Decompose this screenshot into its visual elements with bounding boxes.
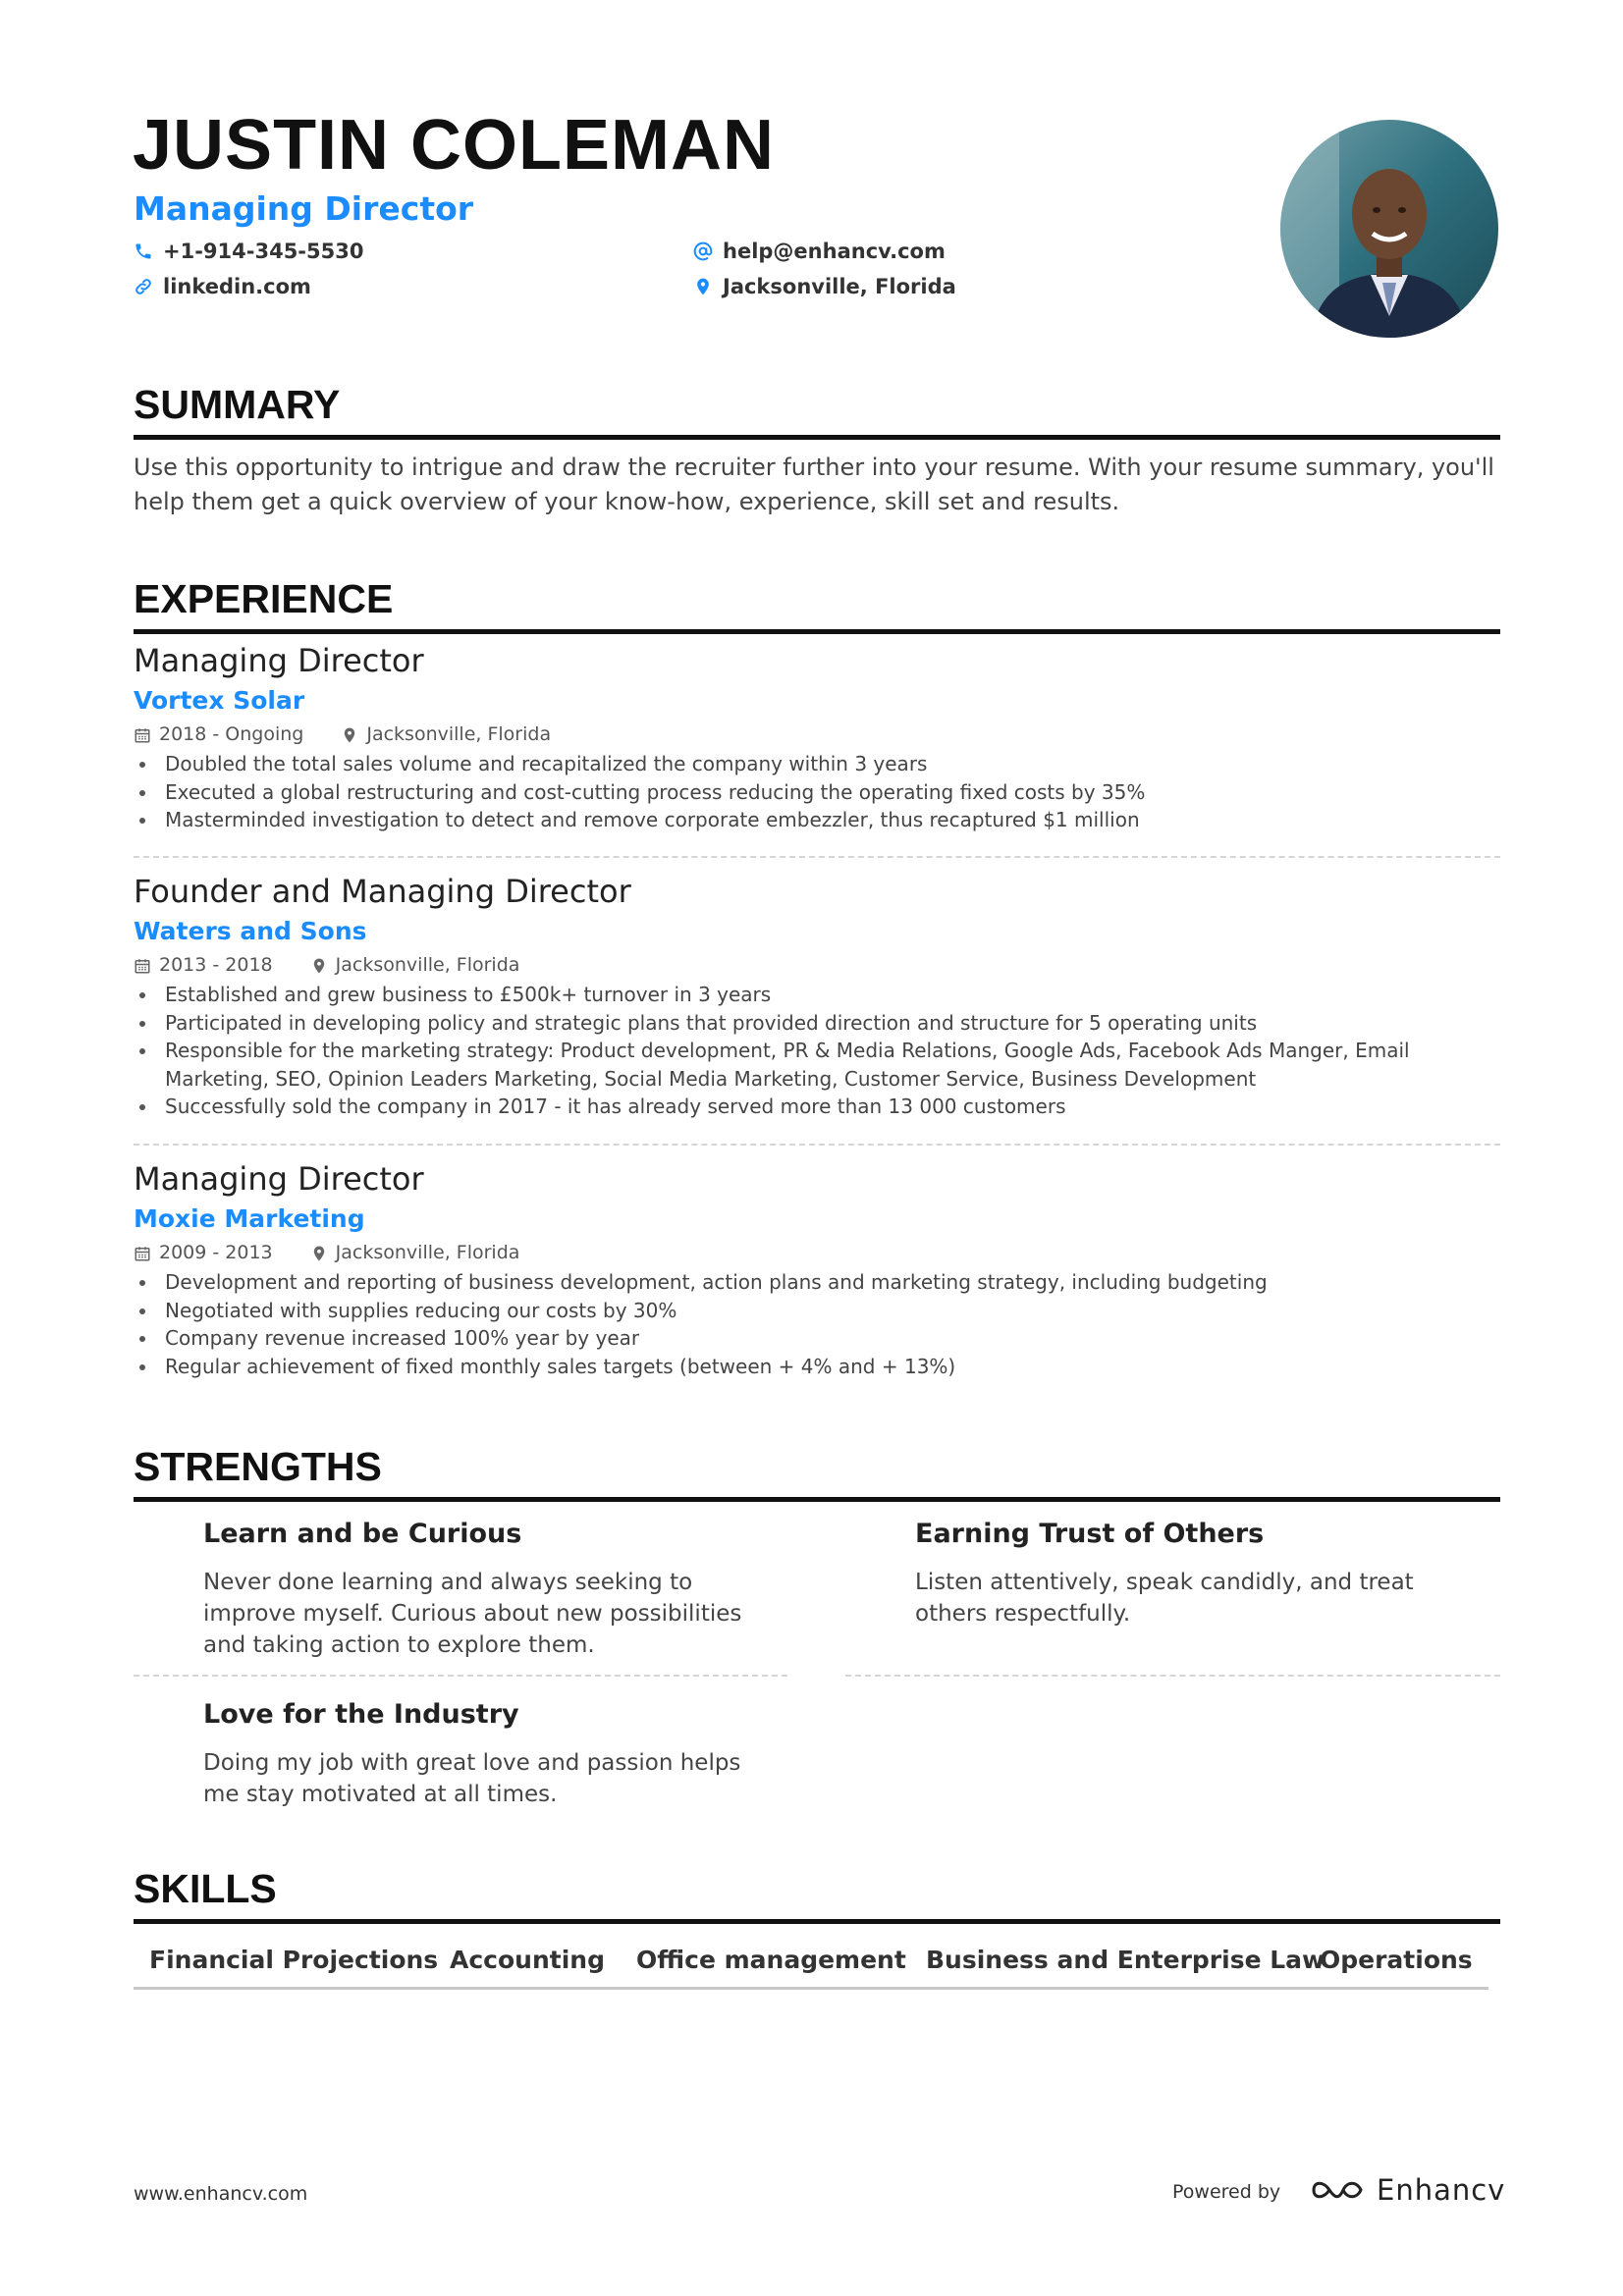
phone-icon — [134, 241, 153, 261]
footer-brand[interactable] — [1310, 2173, 1505, 2207]
job-dates: 2009 - 2013 — [159, 1242, 273, 1264]
skill-tag: Operations — [1304, 1946, 1488, 1990]
job-meta — [134, 725, 1500, 744]
contact-phone[interactable] — [134, 240, 363, 263]
at-icon — [693, 241, 713, 261]
strength-description: Doing my job with great love and passion helps me stay motivated at all times. — [203, 1749, 741, 1807]
entry-divider — [134, 856, 1500, 858]
achievement-item: Executed a global restructuring and cost-cutting process reducing the operating fixed costs by 35% — [165, 778, 1500, 807]
job-achievements — [134, 981, 1500, 1121]
job-location: Jacksonville, Florida — [335, 1242, 520, 1264]
skills-heading: SKILLS — [134, 1869, 1500, 1924]
job-meta — [134, 1244, 1500, 1262]
company-name: Vortex Solar — [134, 686, 305, 716]
calendar-icon — [134, 957, 151, 975]
job-meta — [134, 956, 1500, 975]
achievement-item: Successfully sold the company in 2017 - it has already served more than 13 000 customers — [165, 1093, 1500, 1121]
achievement-item: Responsible for the marketing strategy: Product development, PR & Media Relations, Google Ads, Facebook Ads Manger, Email Marketing, SEO, Opinion Leaders Marketing, Social Media Marketing, Customer Service, Business Development — [165, 1037, 1500, 1093]
email-text: help@enhancv.com — [723, 240, 946, 263]
candidate-name: JUSTIN COLEMAN — [133, 106, 776, 185]
achievement-item: Participated in developing policy and strategic plans that provided direction and structure for 5 operating units — [165, 1009, 1500, 1038]
entry-divider — [134, 1144, 1500, 1146]
strength-title: Earning Trust of Others — [915, 1519, 1265, 1549]
achievement-item: Regular achievement of fixed monthly sales targets (between + 4% and + 13%) — [165, 1353, 1500, 1381]
achievement-item: Development and reporting of business development, action plans and marketing strategy, including budgeting — [165, 1268, 1500, 1297]
enhancv-logo-icon — [1310, 2175, 1365, 2205]
company-name: Moxie Marketing — [134, 1204, 365, 1234]
achievement-item: Doubled the total sales volume and recapitalized the company within 3 years — [165, 750, 1500, 778]
strength-item — [203, 1520, 753, 1661]
job-title: Managing Director — [134, 642, 424, 679]
location-pin-icon — [693, 277, 713, 296]
achievement-item: Masterminded investigation to detect and remove corporate embezzler, thus recaptured $1 million — [165, 806, 1500, 834]
job-location: Jacksonville, Florida — [335, 954, 520, 977]
experience-entry — [134, 875, 1500, 1121]
job-dates: 2013 - 2018 — [159, 954, 273, 977]
job-title: Managing Director — [134, 1160, 424, 1198]
achievement-item: Company revenue increased 100% year by year — [165, 1324, 1500, 1353]
link-icon — [134, 277, 153, 296]
strength-description: Never done learning and always seeking to improve myself. Curious about new possibilities and taking action to explore them. — [203, 1569, 742, 1658]
experience-heading: EXPERIENCE — [134, 579, 1500, 634]
job-dates: 2018 - Ongoing — [159, 723, 304, 746]
strength-item — [203, 1700, 753, 1810]
job-achievements — [134, 750, 1500, 834]
candidate-title: Managing Director — [134, 189, 474, 228]
linkedin-text: linkedin.com — [163, 275, 311, 298]
summary-heading: SUMMARY — [134, 385, 1500, 440]
calendar-icon — [134, 726, 151, 744]
strength-description: Listen attentively, speak candidly, and treat others respectfully. — [915, 1569, 1414, 1627]
footer-powered-by: Powered by — [1172, 2181, 1281, 2203]
company-name: Waters and Sons — [134, 917, 367, 946]
skill-tag: Accounting — [434, 1946, 621, 1990]
footer-website[interactable]: www.enhancv.com — [134, 2183, 308, 2205]
skill-tag: Office management — [621, 1946, 922, 1990]
strength-divider — [845, 1675, 1500, 1677]
location-text: Jacksonville, Florida — [723, 275, 956, 298]
contact-linkedin[interactable] — [134, 275, 311, 298]
strengths-heading: STRENGTHS — [134, 1447, 1500, 1502]
skill-tag: Financial Projections — [134, 1946, 454, 1990]
strength-title: Learn and be Curious — [203, 1519, 522, 1549]
achievement-item: Established and grew business to £500k+ turnover in 3 years — [165, 981, 1500, 1009]
calendar-icon — [134, 1245, 151, 1262]
strength-title: Love for the Industry — [203, 1699, 519, 1730]
experience-entry — [134, 644, 1500, 834]
contact-email[interactable] — [693, 240, 946, 263]
achievement-item: Negotiated with supplies reducing our costs by 30% — [165, 1297, 1500, 1325]
location-pin-icon — [310, 957, 328, 975]
location-pin-icon — [341, 726, 358, 744]
job-location: Jacksonville, Florida — [366, 723, 552, 746]
job-title: Founder and Managing Director — [134, 873, 631, 910]
phone-text: +1-914-345-5530 — [163, 240, 364, 263]
strength-divider — [134, 1675, 787, 1677]
brand-name: Enhancv — [1377, 2173, 1506, 2207]
profile-photo — [1280, 120, 1498, 338]
experience-entry — [134, 1162, 1500, 1380]
contact-location — [693, 275, 956, 298]
profile-photo-illustration — [1280, 120, 1498, 338]
summary-text: Use this opportunity to intrigue and draw the recruiter further into your resume. With your resume summary, you'll help them get a quick overview of your know-how, experience, skill set and results. — [134, 454, 1494, 515]
job-achievements — [134, 1268, 1500, 1380]
strength-item — [915, 1520, 1465, 1629]
location-pin-icon — [310, 1245, 328, 1262]
skill-tag: Business and Enterprise Law — [910, 1946, 1340, 1990]
